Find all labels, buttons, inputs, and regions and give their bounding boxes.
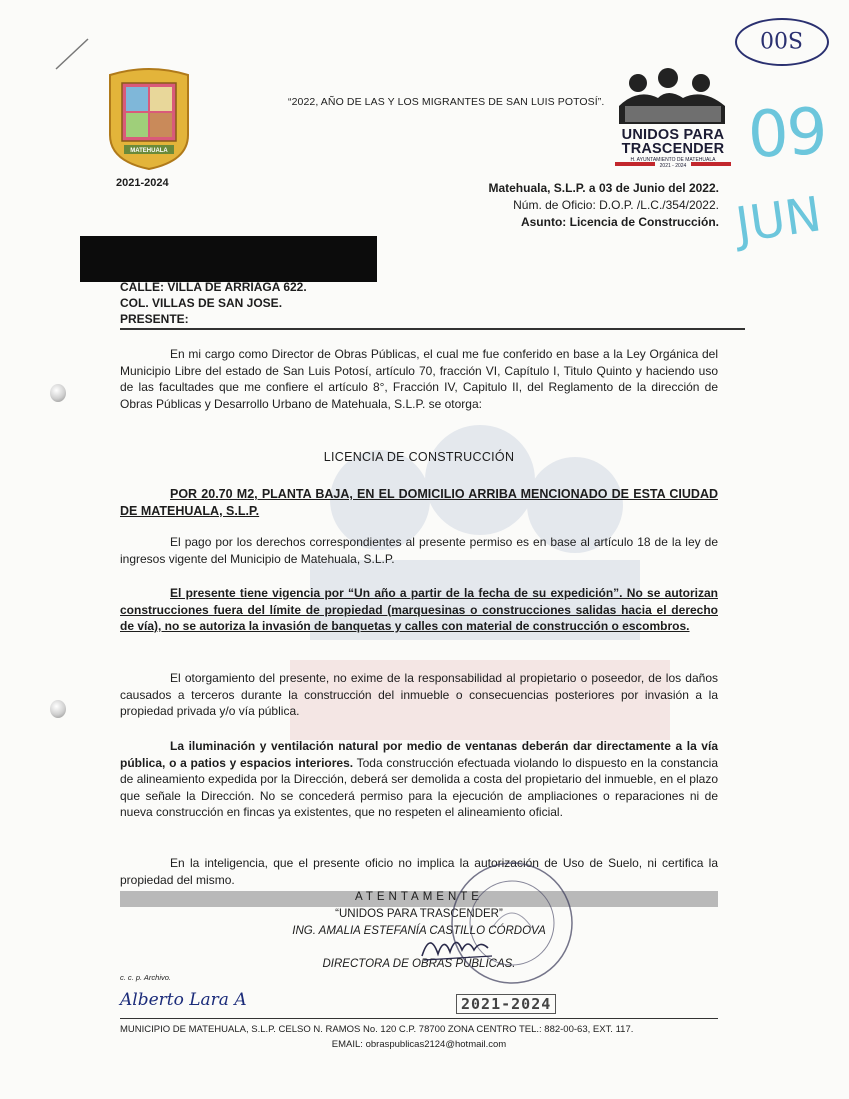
oficio-number: Núm. de Oficio: D.O.P. /L.C./354/2022. [513,198,719,212]
party-logo-line3: H. AYUNTAMIENTO DE MATEHUALA [630,157,716,163]
year-slogan: “2022, AÑO DE LAS Y LOS MIGRANTES DE SAN LUIS POTOSÍ”. [288,96,605,108]
letter-header [450,180,719,231]
footer-address: MUNICIPIO DE MATEHUALA, S.L.P. CELSO N. RAMOS No. 120 C.P. 78700 ZONA CENTRO TEL.: 882-00-63, EXT. 117. [120,1024,634,1035]
handwritten-month: JUN [732,186,825,254]
header-divider [120,328,745,330]
handwritten-receiver-name: Alberto Lara A [120,990,247,1010]
redacted-recipient-name [80,236,377,282]
validity-paragraph [120,585,718,635]
document-title: LICENCIA DE CONSTRUCCIÓN [323,450,515,464]
payment-text: El pago por los derechos correspondientes al presente permiso es en base al artículo 18 de la ley de ingresos vigente del Municipio de Matehuala, S.L.P. [120,535,718,566]
subject: Asunto: Licencia de Construcción. [520,215,719,229]
punch-hole [50,700,66,718]
place-date: Matehuala, S.L.P. a 03 de Junio del 2022. [488,181,719,195]
svg-text:MATEHUALA: MATEHUALA [130,148,168,154]
payment-paragraph [120,534,718,567]
handwritten-signature [418,926,498,966]
signer-role: DIRECTORA DE OBRAS PÚBLICAS. [322,958,516,970]
land-use-paragraph [120,855,718,888]
address-colony: COL. VILLAS DE SAN JOSE. [120,296,283,310]
pen-stroke-mark [52,35,92,71]
handwritten-day: 09 [746,95,828,173]
lighting-paragraph [120,738,718,821]
party-logo-line4: 2021 - 2024 [659,163,687,169]
recipient-address [120,279,307,327]
address-presente: PRESENTE: [120,312,189,326]
land-use-text: En la inteligencia, que el presente oficio no implica la autorización de Uso de Suelo, ni certifica la propiedad del mismo. [120,856,718,887]
validity-text: El presente tiene vigencia por “Un año a partir de la fecha de su expedición”. No se autorizan construcciones fuera del límite de propiedad (marquesinas o construcciones salidas hacia el derecho de vía), no se autoriza la invasión de banquetas y calles con material de construcción o escombros. [120,586,718,633]
year-stamp: 2021-2024 [456,994,556,1014]
party-logo-line1: UNIDOS PARA [621,127,725,143]
lighting-rest-text: Toda construcción efectuada violando lo dispuesto en la constancia de alineamiento expedida por la Dirección, deberá ser demolida a costa del propietario del inmueble, en el plazo que señale la Dirección. No se concederá permiso para la ejecución de ampliaciones o reparaciones ni de nueva construcción en fincas ya existentes, que no respeten el alineamiento oficial. [120,755,718,819]
intro-paragraph [120,346,718,412]
signer-name: ING. AMALIA ESTEFANÍA CASTILLO CÓRDOVA [292,925,546,937]
cc-archive: c. c. p. Archivo. [120,973,171,982]
footer-email: EMAIL: obraspublicas2124@hotmail.com [331,1039,507,1050]
punch-hole [50,384,66,402]
official-seal-stamp [447,858,577,988]
party-logo-text [613,128,733,169]
liability-paragraph [120,670,718,720]
license-description-text: POR 20.70 M2, PLANTA BAJA, EN EL DOMICILIO ARRIBA MENCIONADO DE ESTA CIUDAD DE MATEHUALA, S.L.P. [120,487,718,518]
received-number: S00 [760,26,804,51]
liability-text: El otorgamiento del presente, no exime de la responsabilidad al propietario o poseedor, de los daños causados a terceros durante la construcción del inmueble o consecuencias posteriores por invasión a la propiedad privada y/o vía pública. [120,671,718,718]
lighting-bold-text: La iluminación y ventilación natural por medio de ventanas deberán dar directamente a la vía pública, o a patios y espacios interiores. [120,739,718,770]
municipal-crest-logo [102,65,196,170]
license-description [120,486,718,519]
footer-divider [120,1018,718,1019]
signature-motto: “UNIDOS PARA TRASCENDER” [335,908,503,920]
intro-text: En mi cargo como Director de Obras Públicas, el cual me fue conferido en base a la Ley Orgánica del Municipio Libre del estado de San Luis Potosí, artículo 70, fracción VI, Capítulo I, Titulo Quinto y haciendo uso de las facultades que me confiere el artículo 8°, Fracción IV, Capitulo II, del Reglamento de la dirección de Obras Públicas y Desarrollo Urbano de Matehuala, S.L.P. se otorga: [120,347,718,411]
address-street: CALLE: VILLA DE ARRIAGA 622. [120,280,307,294]
administration-years: 2021-2024 [116,177,169,189]
atentamente: ATENTAMENTE [355,891,483,903]
party-logo-line2: TRASCENDER [621,141,725,157]
